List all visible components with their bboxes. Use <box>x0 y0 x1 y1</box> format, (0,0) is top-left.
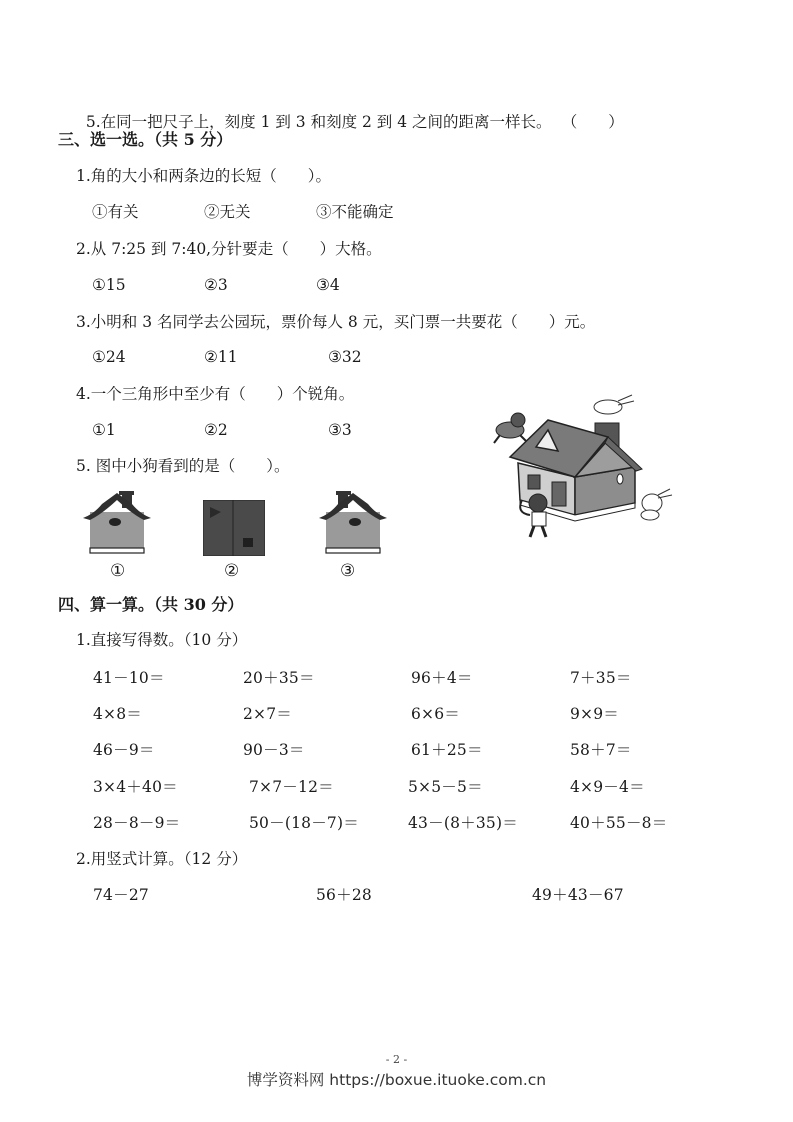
equation: 2×7＝ <box>243 705 293 723</box>
option-1: ①有关 <box>92 203 139 221</box>
option-2: ②3 <box>204 276 228 294</box>
equation: 20＋35＝ <box>243 669 315 687</box>
question-3-1: 1.角的大小和两条边的长短（ ）。 <box>76 167 332 185</box>
equation: 4×8＝ <box>93 705 143 723</box>
equation: 43－(8＋35)＝ <box>408 814 518 832</box>
answer-blank: （ ） <box>569 113 624 131</box>
question-3-2: 2.从 7:25 到 7:40,分针要走（ ）大格。 <box>76 240 382 258</box>
question-3-5: 5. 图中小狗看到的是（ ）。 <box>76 457 290 475</box>
equation: 5×5－5＝ <box>408 778 483 796</box>
option-2: ②2 <box>204 421 228 439</box>
vertical-calc-item: 56＋28 <box>316 886 372 904</box>
option-1: ①15 <box>92 276 126 294</box>
footer-site-text: 博学资料网 https://boxue.ituoke.com.cn <box>246 1071 547 1089</box>
equation: 6×6＝ <box>411 705 461 723</box>
question-3-3: 3.小明和 3 名同学去公园玩，票价每人 8 元，买门票一共要花（ ）元。 <box>76 313 596 331</box>
option-3: ③32 <box>328 348 362 366</box>
equation: 40＋55－8＝ <box>570 814 668 832</box>
vertical-calc-item: 49＋43－67 <box>532 886 624 904</box>
option-1: ①24 <box>92 348 126 366</box>
part-2-title: 2.用竖式计算。（12 分） <box>76 850 248 868</box>
question-text: 5.在同一把尺子上，刻度 1 到 3 和刻度 2 到 4 之间的距离一样长。 <box>85 113 552 131</box>
option-2: ②无关 <box>204 203 251 221</box>
part-1-title: 1.直接写得数。（10 分） <box>76 631 248 649</box>
section-4-title: 四、算一算。（共 30 分） <box>58 595 244 614</box>
house-view-1-image <box>82 490 152 556</box>
equation: 9×9＝ <box>570 705 620 723</box>
equation: 28－8－9＝ <box>93 814 181 832</box>
option-3: ③不能确定 <box>316 203 394 221</box>
house-view-2-image <box>203 500 265 556</box>
equation: 50－(18－7)＝ <box>249 814 359 832</box>
question-3-4: 4.一个三角形中至少有（ ）个锐角。 <box>76 385 355 403</box>
section-3-title: 三、选一选。（共 5 分） <box>58 130 233 149</box>
equation: 4×9－4＝ <box>570 778 645 796</box>
house-view-3-image <box>318 490 388 556</box>
equation: 41－10＝ <box>93 669 165 687</box>
equation: 90－3＝ <box>243 741 305 759</box>
choice-label-2: ② <box>224 561 240 581</box>
page-number: - 2 - <box>385 1053 408 1066</box>
equation: 7＋35＝ <box>570 669 632 687</box>
equation: 3×4＋40＝ <box>93 778 178 796</box>
equation: 46－9＝ <box>93 741 155 759</box>
equation: 96＋4＝ <box>411 669 473 687</box>
question-2-5 <box>76 92 624 132</box>
equation: 7×7－12＝ <box>249 778 334 796</box>
option-3: ③3 <box>328 421 352 439</box>
house-with-animals-illustration <box>480 385 680 545</box>
option-1: ①1 <box>92 421 116 439</box>
equation: 58＋7＝ <box>570 741 632 759</box>
vertical-calc-item: 74－27 <box>93 886 149 904</box>
option-3: ③4 <box>316 276 340 294</box>
option-2: ②11 <box>204 348 238 366</box>
choice-label-3: ③ <box>340 561 356 581</box>
choice-label-1: ① <box>110 561 126 581</box>
equation: 61＋25＝ <box>411 741 483 759</box>
